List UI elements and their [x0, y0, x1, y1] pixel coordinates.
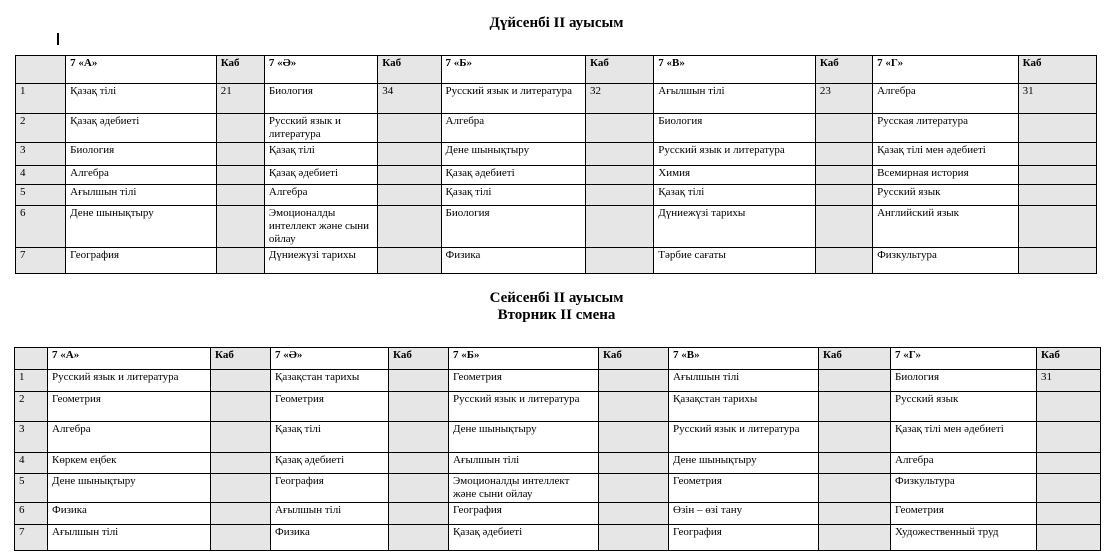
subject-cell: Русский язык и литература — [654, 143, 816, 166]
room-cell — [815, 166, 872, 185]
subject-cell: Русский язык — [873, 185, 1019, 206]
schedule-row — [16, 166, 1097, 185]
room-cell — [599, 503, 669, 525]
subject-cell: Биология — [654, 114, 816, 143]
subject-cell: Художественный труд — [891, 525, 1037, 551]
room-cell — [216, 185, 264, 206]
subject-cell: География — [669, 525, 819, 551]
lesson-number-cell: 5 — [16, 185, 66, 206]
room-cell: 23 — [815, 84, 872, 114]
subject-cell: Қазақ тілі — [264, 143, 377, 166]
subject-cell: Қазақстан тарихы — [669, 392, 819, 422]
subject-cell: Русский язык и литература — [669, 422, 819, 453]
room-cell — [1037, 474, 1101, 503]
room-cell — [815, 143, 872, 166]
schedule-row — [15, 422, 1101, 453]
room-cell — [819, 422, 891, 453]
room-cell — [819, 525, 891, 551]
room-header-cell: Каб — [815, 56, 872, 84]
class-header-cell: 7 «А» — [48, 348, 211, 370]
header-corner-cell — [15, 348, 48, 370]
header-corner-cell — [16, 56, 66, 84]
subject-cell: Алгебра — [264, 185, 377, 206]
room-cell — [216, 166, 264, 185]
subject-cell: Геометрия — [48, 392, 211, 422]
room-cell — [1018, 248, 1096, 274]
room-cell: 32 — [586, 84, 654, 114]
schedule-row — [15, 525, 1101, 551]
tuesday-title: Сейсенбі ІІ ауысым — [489, 290, 624, 306]
subject-cell: Қазақ әдебиеті — [66, 114, 217, 143]
subject-cell: Қазақ тілі — [271, 422, 389, 453]
schedule-row — [16, 248, 1097, 274]
class-header-cell: 7 «Г» — [873, 56, 1019, 84]
room-cell — [211, 525, 271, 551]
lesson-number-cell: 5 — [15, 474, 48, 503]
room-cell — [389, 474, 449, 503]
room-cell — [819, 503, 891, 525]
room-cell — [1037, 525, 1101, 551]
room-header-cell: Каб — [389, 348, 449, 370]
lesson-number-cell: 3 — [16, 143, 66, 166]
subject-cell: Қазақ тілі — [654, 185, 816, 206]
room-cell — [586, 206, 654, 248]
schedule-row — [16, 84, 1097, 114]
room-cell — [586, 114, 654, 143]
room-cell — [1037, 453, 1101, 474]
subject-cell: Геометрия — [449, 370, 599, 392]
schedule-row — [16, 206, 1097, 248]
class-header-cell: 7 «А» — [66, 56, 217, 84]
room-cell — [586, 248, 654, 274]
tuesday-schedule-table — [14, 347, 1101, 551]
room-header-cell: Каб — [819, 348, 891, 370]
subject-cell: Қазақ әдебиеті — [441, 166, 586, 185]
schedule-row — [16, 143, 1097, 166]
subject-cell: Физика — [48, 503, 211, 525]
subject-cell: Русская литература — [873, 114, 1019, 143]
room-cell — [211, 474, 271, 503]
room-cell — [1037, 392, 1101, 422]
room-cell — [1037, 503, 1101, 525]
room-cell — [216, 206, 264, 248]
room-cell — [599, 474, 669, 503]
room-cell — [819, 370, 891, 392]
header-row — [15, 348, 1101, 370]
subject-cell: Дүниежүзі тарихы — [264, 248, 377, 274]
subject-cell: Көркем еңбек — [48, 453, 211, 474]
subject-cell: Алгебра — [441, 114, 586, 143]
subject-cell: Алгебра — [48, 422, 211, 453]
schedule-row — [16, 114, 1097, 143]
schedule-row — [15, 392, 1101, 422]
schedule-row — [15, 474, 1101, 503]
subject-cell: География — [66, 248, 217, 274]
header-row — [16, 56, 1097, 84]
class-header-cell: 7 «Б» — [441, 56, 586, 84]
subject-cell: Химия — [654, 166, 816, 185]
subject-cell: Қазақ тілі — [441, 185, 586, 206]
subject-cell: Русский язык и литература — [441, 84, 586, 114]
room-cell: 31 — [1037, 370, 1101, 392]
subject-cell: Физика — [441, 248, 586, 274]
room-cell — [389, 422, 449, 453]
subject-cell: Өзін – өзі тану — [669, 503, 819, 525]
room-cell — [216, 143, 264, 166]
room-cell — [389, 392, 449, 422]
room-cell — [819, 453, 891, 474]
subject-cell: Ағылшын тілі — [66, 185, 217, 206]
subject-cell: Қазақ тілі — [66, 84, 217, 114]
room-cell — [1037, 422, 1101, 453]
room-cell — [389, 525, 449, 551]
lesson-number-cell: 7 — [16, 248, 66, 274]
subject-cell: Геометрия — [271, 392, 389, 422]
room-cell: 31 — [1018, 84, 1096, 114]
room-cell — [389, 453, 449, 474]
subject-cell: Қазақ тілі мен әдебиеті — [873, 143, 1019, 166]
room-cell — [216, 114, 264, 143]
room-cell — [815, 185, 872, 206]
room-cell — [586, 143, 654, 166]
subject-cell: Биология — [264, 84, 377, 114]
subject-cell: Қазақ әдебиеті — [271, 453, 389, 474]
room-cell — [378, 185, 441, 206]
room-cell — [599, 392, 669, 422]
schedule-row — [15, 370, 1101, 392]
subject-cell: Всемирная история — [873, 166, 1019, 185]
subject-cell: Қазақ әдебиеті — [449, 525, 599, 551]
room-cell — [216, 248, 264, 274]
lesson-number-cell: 4 — [15, 453, 48, 474]
room-header-cell: Каб — [1018, 56, 1096, 84]
class-header-cell: 7 «Ә» — [271, 348, 389, 370]
schedule-row — [16, 185, 1097, 206]
lesson-number-cell: 1 — [16, 84, 66, 114]
subject-cell: Ағылшын тілі — [669, 370, 819, 392]
room-cell — [599, 422, 669, 453]
subject-cell: Дене шынықтыру — [66, 206, 217, 248]
subject-cell: Қазақ әдебиеті — [264, 166, 377, 185]
lesson-number-cell: 3 — [15, 422, 48, 453]
class-header-cell: 7 «Ә» — [264, 56, 377, 84]
room-cell — [599, 453, 669, 474]
class-header-cell: 7 «В» — [654, 56, 816, 84]
subject-cell: Русский язык и литература — [449, 392, 599, 422]
room-cell — [819, 474, 891, 503]
room-cell — [815, 206, 872, 248]
room-cell — [389, 370, 449, 392]
room-cell — [815, 114, 872, 143]
room-cell — [211, 453, 271, 474]
schedule-row — [15, 453, 1101, 474]
room-cell — [586, 185, 654, 206]
subject-cell: Ағылшын тілі — [271, 503, 389, 525]
lesson-number-cell: 2 — [15, 392, 48, 422]
room-cell — [378, 206, 441, 248]
room-cell — [378, 114, 441, 143]
room-cell — [378, 248, 441, 274]
subject-cell: Ағылшын тілі — [48, 525, 211, 551]
room-header-cell: Каб — [216, 56, 264, 84]
room-cell — [815, 248, 872, 274]
room-cell — [1018, 206, 1096, 248]
lesson-number-cell: 4 — [16, 166, 66, 185]
room-header-cell: Каб — [599, 348, 669, 370]
subject-cell: Русский язык и литература — [264, 114, 377, 143]
subject-cell: Геометрия — [669, 474, 819, 503]
subject-cell: Физика — [271, 525, 389, 551]
room-cell — [1018, 166, 1096, 185]
room-header-cell: Каб — [211, 348, 271, 370]
room-cell — [599, 525, 669, 551]
room-cell — [378, 166, 441, 185]
room-cell — [1018, 185, 1096, 206]
subject-cell: Физкультура — [873, 248, 1019, 274]
room-cell: 34 — [378, 84, 441, 114]
subject-cell: Геометрия — [891, 503, 1037, 525]
subject-cell: Русский язык — [891, 392, 1037, 422]
subject-cell: Русский язык и литература — [48, 370, 211, 392]
lesson-number-cell: 6 — [16, 206, 66, 248]
subject-cell: Эмоционалды интеллект және сыни ойлау — [449, 474, 599, 503]
subject-cell: Ағылшын тілі — [449, 453, 599, 474]
subject-cell: Ағылшын тілі — [654, 84, 816, 114]
schedule-row — [15, 503, 1101, 525]
lesson-number-cell: 7 — [15, 525, 48, 551]
subject-cell: Физкультура — [891, 474, 1037, 503]
subject-cell: Биология — [891, 370, 1037, 392]
subject-cell: Дүниежүзі тарихы — [654, 206, 816, 248]
room-header-cell: Каб — [586, 56, 654, 84]
subject-cell: Дене шынықтыру — [441, 143, 586, 166]
room-cell — [1018, 114, 1096, 143]
room-cell — [211, 503, 271, 525]
room-cell — [819, 392, 891, 422]
room-cell — [1018, 143, 1096, 166]
lesson-number-cell: 6 — [15, 503, 48, 525]
subject-cell: Биология — [441, 206, 586, 248]
subject-cell: Алгебра — [891, 453, 1037, 474]
class-header-cell: 7 «Б» — [449, 348, 599, 370]
room-cell — [211, 370, 271, 392]
lesson-number-cell: 2 — [16, 114, 66, 143]
room-header-cell: Каб — [378, 56, 441, 84]
subject-cell: Алгебра — [66, 166, 217, 185]
room-cell — [211, 422, 271, 453]
subject-cell: География — [449, 503, 599, 525]
room-header-cell: Каб — [1037, 348, 1101, 370]
subject-cell: Дене шынықтыру — [48, 474, 211, 503]
subject-cell: Дене шынықтыру — [669, 453, 819, 474]
subject-cell: Дене шынықтыру — [449, 422, 599, 453]
tuesday-subtitle: Вторник ІІ смена — [497, 307, 616, 323]
monday-schedule-table — [15, 55, 1097, 274]
subject-cell: Алгебра — [873, 84, 1019, 114]
text-cursor — [57, 33, 59, 45]
class-header-cell: 7 «Г» — [891, 348, 1037, 370]
room-cell — [389, 503, 449, 525]
room-cell — [378, 143, 441, 166]
room-cell — [211, 392, 271, 422]
room-cell — [586, 166, 654, 185]
subject-cell: География — [271, 474, 389, 503]
subject-cell: Эмоционалды интеллект және сыни ойлау — [264, 206, 377, 248]
monday-title: Дүйсенбі ІІ ауысым — [489, 15, 624, 31]
class-header-cell: 7 «В» — [669, 348, 819, 370]
room-cell: 21 — [216, 84, 264, 114]
subject-cell: Биология — [66, 143, 217, 166]
subject-cell: Қазақ тілі мен әдебиеті — [891, 422, 1037, 453]
room-cell — [599, 370, 669, 392]
lesson-number-cell: 1 — [15, 370, 48, 392]
subject-cell: Английский язык — [873, 206, 1019, 248]
subject-cell: Қазақстан тарихы — [271, 370, 389, 392]
subject-cell: Тәрбие сағаты — [654, 248, 816, 274]
